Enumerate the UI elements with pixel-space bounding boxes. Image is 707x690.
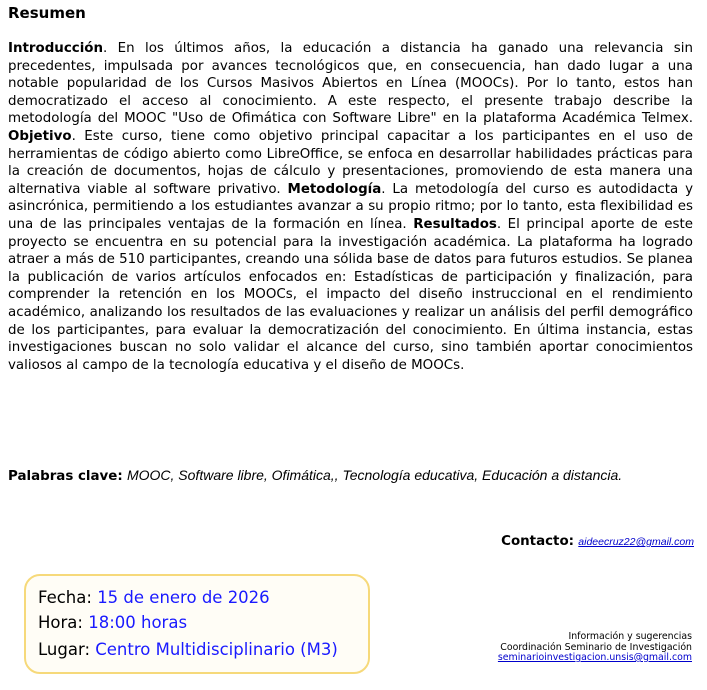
- event-date-value: 15 de enero de 2026: [97, 588, 270, 607]
- section-heading: Resumen: [8, 4, 86, 22]
- event-place-label: Lugar:: [38, 640, 96, 659]
- event-details-box: [24, 574, 370, 674]
- keywords-label: Palabras clave:: [8, 469, 123, 484]
- info-block: [498, 632, 692, 664]
- event-time-label: Hora:: [38, 613, 89, 632]
- event-time-value: 18:00 horas: [88, 613, 188, 632]
- info-line-1: Información y sugerencias: [568, 631, 692, 642]
- keywords-list: MOOC, Software libre, Ofimática,, Tecnología educativa, Educación a distancia.: [126, 467, 623, 483]
- intro-text: . En los últimos años, la educación a distancia ha ganado una relevancia sin precedentes, impulsada por avances tecnológicos que, en consecuencia, han dado lugar a una notable popularidad de los Cursos Masivos Abiertos en Línea (MOOCs). Por lo tanto, estos han democratizado el acceso al conocimiento. A este respecto, el presente trabajo describe la metodología del MOOC "Uso de Ofimática con Software Libre" en la plataforma Académica Telmex.: [8, 41, 693, 127]
- contact-label: Contacto:: [501, 534, 575, 549]
- info-email-link[interactable]: seminarioinvestigacion.unsis@gmail.com: [497, 652, 692, 663]
- method-label: Metodología: [287, 181, 382, 197]
- event-date-label: Fecha:: [38, 588, 98, 607]
- info-line-2: Coordinación Seminario de Investigación: [500, 641, 692, 653]
- objective-text: . Este curso, tiene como objetivo principal capacitar a los participantes en el uso de herramientas de código abierto como LibreOffice, se enfoca en desarrollar habilidades prácticas para la creación de documentos, hojas de cálculo y presentaciones, promoviendo de esta manera una alternativa viable al software privativo.: [8, 128, 693, 197]
- intro-label: Introducción: [8, 41, 104, 56]
- keywords-paragraph: [8, 467, 693, 486]
- event-time: [38, 613, 187, 632]
- contact-line: [501, 534, 694, 549]
- contact-email-link[interactable]: aideecruz22@gmail.com: [578, 536, 694, 548]
- objective-label: Objetivo: [8, 128, 72, 144]
- event-place: [38, 640, 338, 659]
- results-label: Resultados: [413, 216, 497, 232]
- method-text: . La metodología del curso es autodidacta y asincrónica, permitiendo a los estudiantes avanzar a su propio ritmo; por lo tanto, esta flexibilidad es una de las principales ventajas de la formación en línea.: [8, 181, 694, 232]
- abstract-paragraph: [8, 40, 693, 374]
- event-date: [38, 588, 270, 607]
- results-text: . El principal aporte de este proyecto se encuentra en su potencial para la investigación académica. La plataforma ha logrado atraer a más de 510 participantes, creando una sólida base de datos para futuros estudios. Se planea la publicación de varios artículos enfocados en: Estadísticas de participación y finalización, para comprender la retención en los MOOCs, el impacto del diseño instruccional en el rendimiento académico, analizando los resultados de las evaluaciones y realizar un análisis del perfil demográfico de los participantes, para evaluar la democratización del conocimiento. En última instancia, estas investigaciones buscan no solo validar el alcance del curso, sino también aportar conocimientos valiosos al campo de la tecnología educativa y el diseño de MOOCs.: [8, 216, 693, 373]
- event-place-value: Centro Multidisciplinario (M3): [95, 640, 338, 659]
